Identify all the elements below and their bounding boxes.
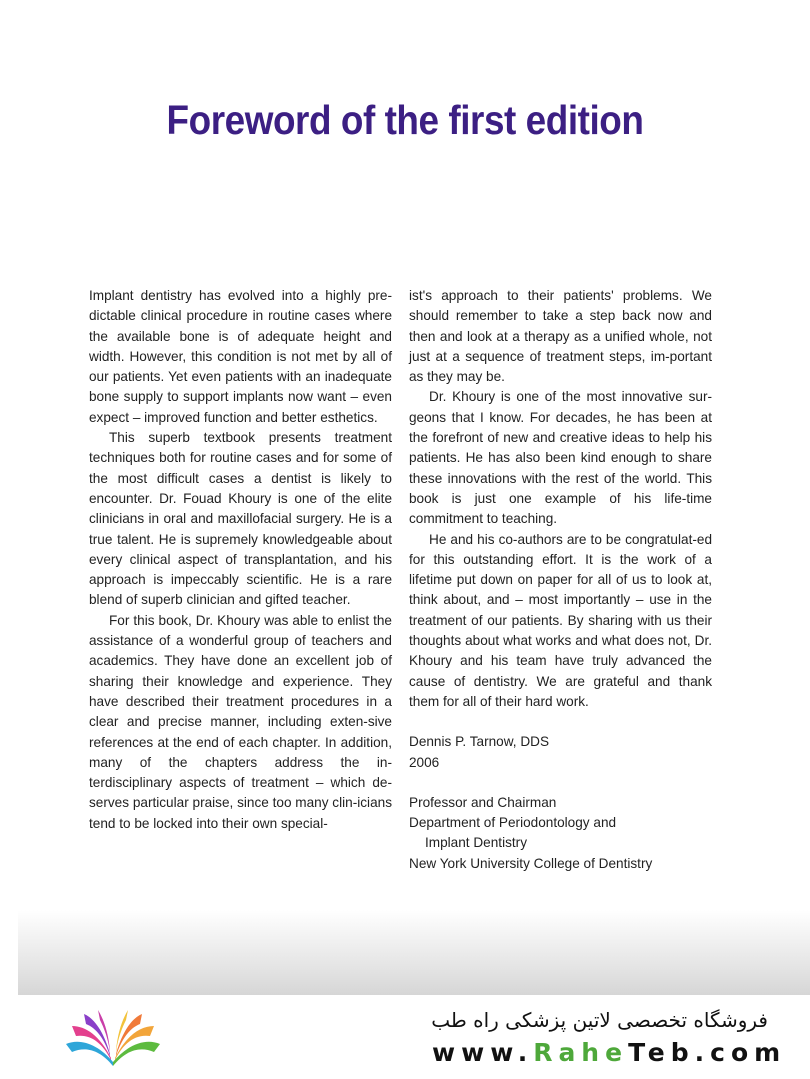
paragraph: Dr. Khoury is one of the most innovative sur-geons that I know. For decades, he has been at the forefront of new and creative ideas to help his patients. He has also been kind enough to share these innovations with the rest of the world. This book is just one example of his life-time commitment to teaching.	[409, 389, 712, 527]
store-name-persian: فروشگاه تخصصی لاتین پزشکی راه طب	[431, 1008, 768, 1032]
affiliation-line: Department of Periodontology and	[409, 815, 617, 831]
url-prefix: www.	[432, 1038, 534, 1067]
affiliation-line: New York University College of Dentistry	[409, 855, 653, 871]
signature-year: 2006	[409, 754, 440, 770]
url-brand-second: Teb	[628, 1038, 695, 1067]
page-title: Foreword of the first edition	[166, 97, 644, 143]
paragraph: ist's approach to their patients' problems. We should remember to take a step back now and then and look at a therapy as a unified whole, not just at a sequence of treatment steps, im-portant as they may be.	[409, 288, 712, 385]
open-book-logo-icon	[58, 1004, 168, 1072]
paragraph: Implant dentistry has evolved into a highly pre-dictable clinical procedure in routine cases where the available bone is of adequate height and width. However, this condition is not met by all of our patients. Yet even patients with an inadequate bone supply to support implants now want – even expect – improved function and better esthetics.	[89, 288, 392, 425]
affiliation-block	[409, 793, 712, 874]
url-brand-first: Rahe	[533, 1038, 629, 1067]
paragraph: This superb textbook presents treatment techniques both for routine cases and for some of the most difficult cases a dentist is likely to encounter. Dr. Fouad Khoury is one of the elite clinicians in oral and maxillofacial surgery. He is a true talent. He is supremely knowledgeable about every clinical aspect of transplantation, and his approach is impeccably scientific. He is a rare blend of superb clinician and gifted teacher.	[89, 430, 392, 608]
store-url	[432, 1038, 787, 1067]
right-text-column	[409, 286, 712, 874]
left-text-column	[89, 286, 392, 834]
affiliation-line: Implant Dentistry	[425, 835, 527, 851]
paragraph: For this book, Dr. Khoury was able to enlist the assistance of a wonderful group of teachers and academics. They have done an excellent job of sharing their knowledge and experience. They have described their treatment procedures in a clear and precise manner, including exten-sive references at the end of each chapter. In addition, many of the chapters address the in-terdisciplinary aspects of treatment – which de-serves particular praise, since too many clin-icians tend to be locked into their own special-	[89, 612, 392, 831]
signature-block	[409, 732, 712, 773]
url-suffix: .com	[694, 1038, 787, 1067]
author-name: Dennis P. Tarnow, DDS	[409, 734, 550, 750]
affiliation-line: Professor and Chairman	[409, 794, 557, 810]
paragraph: He and his co-authors are to be congratulat-ed for this outstanding effort. It is the work of a lifetime put down on paper for all of us to look at, think about, and – most importantly – use in the treatment of our patients. By sharing with us their thoughts about what works and what does not, Dr. Khoury and his team have truly advanced the cause of dentistry. We are grateful and thank them for all of their hard work.	[409, 531, 712, 709]
page-shadow	[18, 910, 810, 995]
